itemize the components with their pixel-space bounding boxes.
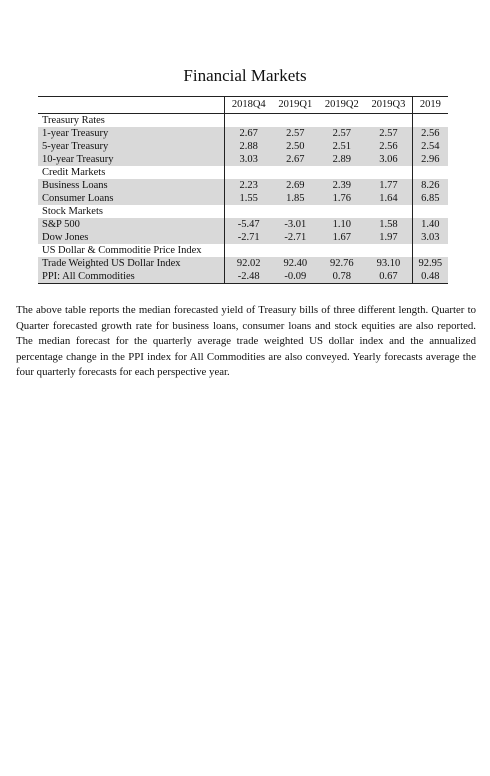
empty-cell: [365, 114, 412, 128]
annual-value-cell: 2.54: [412, 140, 448, 153]
empty-cell: [225, 244, 272, 257]
value-cell: 2.67: [225, 127, 272, 140]
value-cell: -5.47: [225, 218, 272, 231]
row-label: Dow Jones: [38, 231, 225, 244]
value-cell: 3.03: [225, 153, 272, 166]
value-cell: 1.76: [319, 192, 366, 205]
table-row: [38, 153, 448, 166]
table-row: [38, 127, 448, 140]
header-corner: [38, 97, 225, 114]
empty-cell: [272, 166, 319, 179]
value-cell: 2.23: [225, 179, 272, 192]
column-header: 2019Q3: [365, 97, 412, 114]
table-title: Financial Markets: [183, 66, 307, 85]
value-cell: 92.76: [319, 257, 366, 270]
value-cell: 3.06: [365, 153, 412, 166]
row-label: Business Loans: [38, 179, 225, 192]
empty-cell: [319, 166, 366, 179]
empty-cell: [412, 166, 448, 179]
value-cell: -2.71: [225, 231, 272, 244]
annual-value-cell: 0.48: [412, 270, 448, 284]
table-row: [38, 270, 448, 284]
value-cell: 0.78: [319, 270, 366, 284]
financial-markets-table: [38, 96, 448, 284]
annual-value-cell: 6.85: [412, 192, 448, 205]
empty-cell: [225, 205, 272, 218]
value-cell: 93.10: [365, 257, 412, 270]
value-cell: 92.40: [272, 257, 319, 270]
value-cell: -2.71: [272, 231, 319, 244]
column-header: 2019Q2: [319, 97, 366, 114]
section-label: Credit Markets: [38, 166, 225, 179]
value-cell: 1.97: [365, 231, 412, 244]
table-row: [38, 257, 448, 270]
section-label: US Dollar & Commoditie Price Index: [38, 244, 225, 257]
value-cell: -3.01: [272, 218, 319, 231]
value-cell: 2.88: [225, 140, 272, 153]
value-cell: 0.67: [365, 270, 412, 284]
value-cell: -0.09: [272, 270, 319, 284]
empty-cell: [365, 205, 412, 218]
empty-cell: [412, 205, 448, 218]
section-row: [38, 244, 448, 257]
value-cell: 2.57: [272, 127, 319, 140]
table-body: [38, 114, 448, 284]
empty-cell: [319, 114, 366, 128]
empty-cell: [365, 244, 412, 257]
section-row: [38, 114, 448, 128]
annual-value-cell: 3.03: [412, 231, 448, 244]
empty-cell: [225, 114, 272, 128]
value-cell: 2.67: [272, 153, 319, 166]
empty-cell: [272, 205, 319, 218]
empty-cell: [319, 205, 366, 218]
value-cell: 1.67: [319, 231, 366, 244]
value-cell: 2.57: [319, 127, 366, 140]
row-label: 1-year Treasury: [38, 127, 225, 140]
value-cell: -2.48: [225, 270, 272, 284]
empty-cell: [272, 244, 319, 257]
annual-value-cell: 8.26: [412, 179, 448, 192]
row-label: PPI: All Commodities: [38, 270, 225, 284]
value-cell: 1.77: [365, 179, 412, 192]
row-label: 5-year Treasury: [38, 140, 225, 153]
empty-cell: [412, 244, 448, 257]
row-label: Trade Weighted US Dollar Index: [38, 257, 225, 270]
empty-cell: [319, 244, 366, 257]
empty-cell: [412, 114, 448, 128]
value-cell: 92.02: [225, 257, 272, 270]
section-row: [38, 205, 448, 218]
section-label: Stock Markets: [38, 205, 225, 218]
row-label: Consumer Loans: [38, 192, 225, 205]
column-header: 2019: [412, 97, 448, 114]
value-cell: 1.10: [319, 218, 366, 231]
value-cell: 1.55: [225, 192, 272, 205]
table-row: [38, 192, 448, 205]
value-cell: 1.64: [365, 192, 412, 205]
table-row: [38, 179, 448, 192]
annual-value-cell: 2.96: [412, 153, 448, 166]
table-row: [38, 231, 448, 244]
value-cell: 2.89: [319, 153, 366, 166]
table-row: [38, 140, 448, 153]
value-cell: 2.56: [365, 140, 412, 153]
value-cell: 1.85: [272, 192, 319, 205]
column-header: 2018Q4: [225, 97, 272, 114]
empty-cell: [272, 114, 319, 128]
value-cell: 2.57: [365, 127, 412, 140]
header-row: [38, 97, 448, 114]
empty-cell: [225, 166, 272, 179]
value-cell: 2.51: [319, 140, 366, 153]
value-cell: 2.50: [272, 140, 319, 153]
value-cell: 2.69: [272, 179, 319, 192]
value-cell: 1.58: [365, 218, 412, 231]
empty-cell: [365, 166, 412, 179]
row-label: 10-year Treasury: [38, 153, 225, 166]
value-cell: 2.39: [319, 179, 366, 192]
annual-value-cell: 1.40: [412, 218, 448, 231]
section-row: [38, 166, 448, 179]
table-note: The above table reports the median forecasted yield of Treasury bills of three different length. Quarter to Quarter forecasted growth rate for business loans, consumer loans and stock equities are also reported. The median forecast for the quarterly average trade weighted US dollar index and the annualized percentage change in the PPI index for All Commodities are also conveyed. Yearly forecasts average the four quarterly forecasts for each perspective year.: [16, 304, 476, 378]
annual-value-cell: 2.56: [412, 127, 448, 140]
row-label: S&P 500: [38, 218, 225, 231]
section-label: Treasury Rates: [38, 114, 225, 128]
column-header: 2019Q1: [272, 97, 319, 114]
table-row: [38, 218, 448, 231]
annual-value-cell: 92.95: [412, 257, 448, 270]
